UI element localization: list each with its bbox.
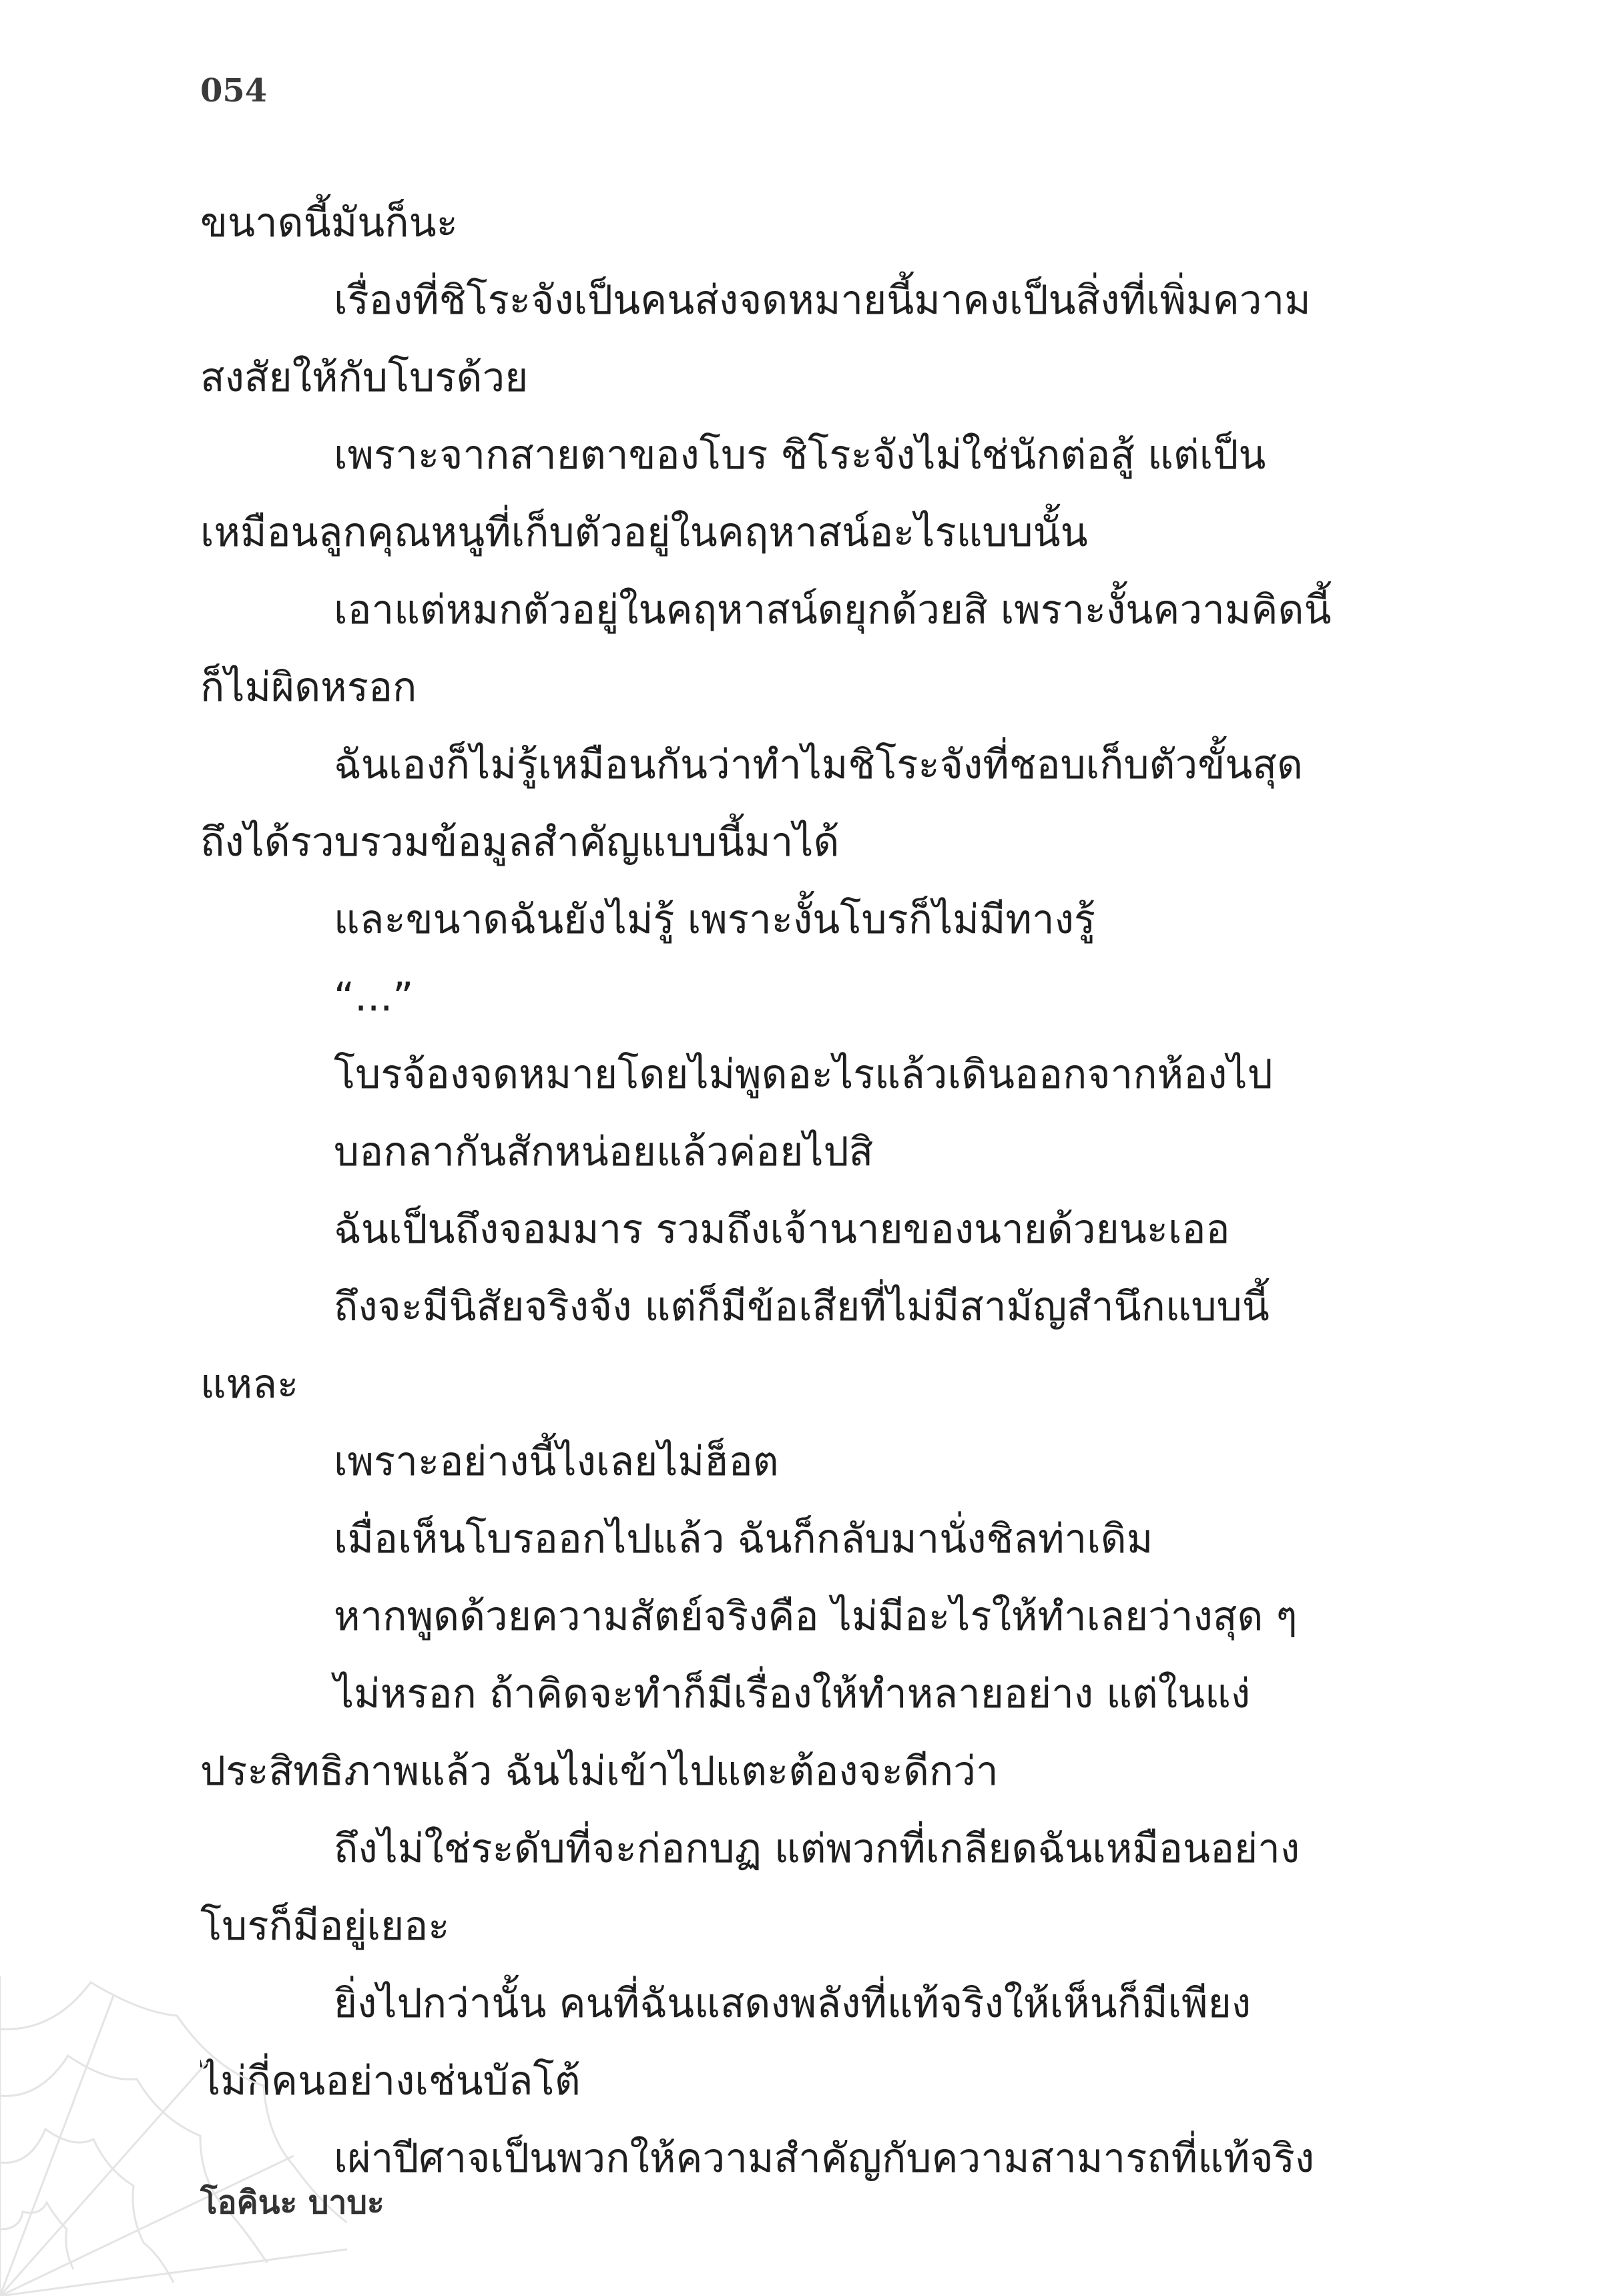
book-title-footer: โอคินะ บาบะ — [200, 2184, 384, 2221]
text-line: ประสิทธิภาพแล้ว ฉันไม่เข้าไปแตะต้องจะดีกว่า — [200, 1748, 999, 1795]
story-text — [200, 184, 1408, 2197]
text-line: ฉันเป็นถึงจอมมาร รวมถึงเจ้านายของนายด้วยนะเออ — [334, 1206, 1230, 1253]
text-line: ฉันเองก็ไม่รู้เหมือนกันว่าทำไมชิโระจังที่ชอบเก็บตัวขั้นสุด — [334, 742, 1303, 788]
text-line: ถึงได้รวบรวมข้อมูลสำคัญแบบนี้มาได้ — [200, 819, 840, 866]
text-line: เพราะจากสายตาของโบร ชิโระจังไม่ใช่นักต่อสู้ แต่เป็น — [334, 432, 1266, 479]
text-line: เอาแต่หมกตัวอยู่ในคฤหาสน์ดยุกด้วยสิ เพราะงั้นความคิดนี้ — [334, 587, 1332, 633]
text-line: เมื่อเห็นโบรออกไปแล้ว ฉันก็กลับมานั่งชิลท่าเดิม — [334, 1516, 1153, 1562]
text-line: โบรก็มีอยู่เยอะ — [200, 1903, 450, 1950]
spider-web-decoration — [0, 1936, 347, 2296]
text-line: ไม่กี่คนอย่างเช่นบัลโต้ — [200, 2058, 581, 2104]
text-line: เหมือนลูกคุณหนูที่เก็บตัวอยู่ในคฤหาสน์อะไรแบบนั้น — [200, 509, 1088, 556]
text-line: เผ่าปีศาจเป็นพวกให้ความสำคัญกับความสามารถที่แท้จริง — [334, 2135, 1315, 2182]
text-line: ก็ไม่ผิดหรอก — [200, 664, 417, 711]
text-line: ไม่หรอก ถ้าคิดจะทำก็มีเรื่องให้ทำหลายอย่าง แต่ในแง่ — [334, 1671, 1251, 1717]
text-line: สงสัยให้กับโบรด้วย — [200, 354, 529, 401]
text-line: เรื่องที่ชิโระจังเป็นคนส่งจดหมายนี้มาคงเป็นสิ่งที่เพิ่มความ — [334, 277, 1311, 324]
text-line: ขนาดนี้มันก็นะ — [200, 200, 458, 246]
text-line: หากพูดด้วยความสัตย์จริงคือ ไม่มีอะไรให้ทำเลยว่างสุด ๆ — [334, 1593, 1298, 1640]
text-line: ยิ่งไปกว่านั้น คนที่ฉันแสดงพลังที่แท้จริงให้เห็นก็มีเพียง — [334, 1980, 1252, 2027]
text-line: ถึงจะมีนิสัยจริงจัง แต่ก็มีข้อเสียที่ไม่มีสามัญสำนึกแบบนี้ — [334, 1283, 1270, 1330]
text-line: บอกลากันสักหน่อยแล้วค่อยไปสิ — [334, 1129, 874, 1175]
text-line: “...” — [334, 974, 414, 1021]
text-line: เพราะอย่างนี้ไงเลยไม่ฮ็อต — [334, 1438, 779, 1485]
page-number: 054 — [200, 72, 268, 109]
text-line: ถึงไม่ใช่ระดับที่จะก่อกบฏ แต่พวกที่เกลียดฉันเหมือนอย่าง — [334, 1825, 1300, 1872]
text-line: แหละ — [200, 1361, 299, 1408]
text-line: และขนาดฉันยังไม่รู้ เพราะงั้นโบรก็ไม่มีทางรู้ — [334, 896, 1096, 943]
text-line: โบรจ้องจดหมายโดยไม่พูดอะไรแล้วเดินออกจากห้องไป — [334, 1051, 1273, 1098]
